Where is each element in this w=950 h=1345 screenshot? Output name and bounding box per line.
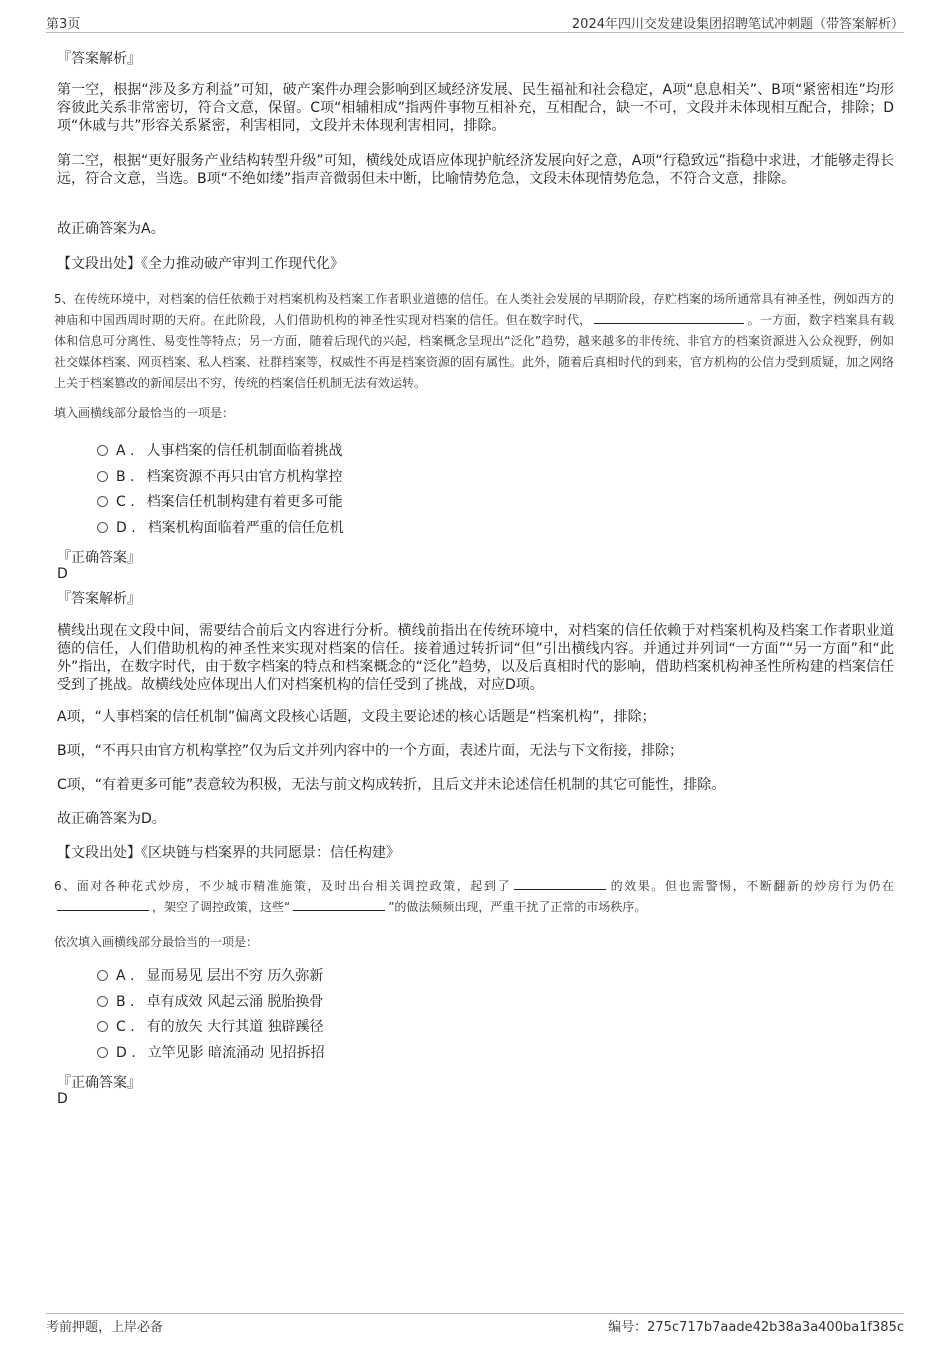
q4-analysis-heading: 『答案解析』 xyxy=(57,51,141,67)
q4-analysis-para1: 第一空，根据“涉及多方利益”可知，破产案件办理会影响到区域经济发展、民生福祉和社会稳定，A项“息息相关”、B项“紧密相连”均形容彼此关系非常密切，符合文意，保留。C项“相辅相成”指两件事物互相补充，互相配合，缺一不可，文段并未体现相互配合，排除；D项“休戚与共”形容关系紧密，利害相同，文段并未体现利害相同，排除。 xyxy=(57,82,894,134)
q5-stem xyxy=(54,289,894,394)
q6-answer-value: D xyxy=(57,1091,68,1107)
radio-icon[interactable] xyxy=(97,970,108,981)
document-title: 2024年四川交发建设集团招聘笔试冲刺题（带答案解析） xyxy=(571,17,904,32)
q6-answer-heading: 『正确答案』 xyxy=(57,1075,141,1091)
q4-analysis-para2: 第二空，根据“更好服务产业结构转型升级”可知，横线处成语应体现护航经济发展向好之意，A项“行稳致远”指稳中求进，才能够走得长远，符合文意，当选。B项“不绝如缕”指声音微弱但未中断，比喻情势危急，文段未体现情势危急，不符合文意，排除。 xyxy=(57,153,894,187)
q4-source: 【文段出处】《全力推动破产审判工作现代化》 xyxy=(57,256,344,272)
q6-blank-1 xyxy=(514,877,606,890)
q5-conclusion: 故正确答案为D。 xyxy=(57,811,166,827)
q5-option-d[interactable]: D . 档案机构面临着严重的信任危机 xyxy=(97,518,344,538)
q5-blank xyxy=(594,311,744,324)
q5-prompt: 填入画横线部分最恰当的一项是： xyxy=(54,406,235,420)
radio-icon[interactable] xyxy=(97,445,108,456)
q4-conclusion: 故正确答案为A。 xyxy=(57,221,165,237)
q5-option-c[interactable]: C . 档案信任机制构建有着更多可能 xyxy=(97,492,343,512)
q6-stem: 6、面对各种花式炒房，不少城市精准施策，及时出台相关调控政策，起到了 的效果。但也需警惕，不断翻新的炒房行为仍在，架空了调控政策，这些“ ”的做法频频出现，严重干扰了正常的市场秩序。 xyxy=(54,879,894,914)
q6-option-c[interactable]: C . 有的放矢 大行其道 独辟蹊径 xyxy=(97,1017,324,1037)
q5-source: 【文段出处】《区块链与档案界的共同愿景：信任构建》 xyxy=(57,845,400,861)
radio-icon[interactable] xyxy=(97,496,108,507)
footer-slogan: 考前押题，上岸必备 xyxy=(46,1320,164,1335)
q5-answer-heading: 『正确答案』 xyxy=(57,550,141,566)
page-header xyxy=(46,10,904,33)
q5-stem-part1: 5、在传统环境中，对档案的信任依赖于对档案机构及档案工作者职业道德的信任。在人类社会发展的早期阶段，存贮档案的场所通常具有神圣性，例如西方的神庙和中国西周时期的天府。在此阶段，人们借助机构的神圣性实现对档案的信任。但在数字时代， xyxy=(54,292,894,327)
q5-analysis-para1: 横线出现在文段中间，需要结合前后文内容进行分析。横线前指出在传统环境中，对档案的信任依赖于对档案机构及档案工作者职业道德的信任，人们借助机构的神圣性来实现对档案的信任。接着通过转折词“但”引出横线内容。并通过并列词“一方面”“另一方面”和“此外”指出，在数字时代，由于数字档案的特点和档案概念的“泛化”趋势，以及后真相时代的影响，借助档案机构神圣性所构建的档案信任受到了挑战。故横线处应体现出人们对档案机构的信任受到了挑战，对应D项。 xyxy=(57,623,894,693)
page-number: 第3页 xyxy=(46,17,81,32)
q5-option-b[interactable]: B . 档案资源不再只由官方机构掌控 xyxy=(97,467,343,487)
radio-icon[interactable] xyxy=(97,996,108,1007)
q6-blank-2 xyxy=(57,898,149,911)
radio-icon[interactable] xyxy=(97,1047,108,1058)
q5-analysis-option-a: A项，“人事档案的信任机制”偏离文段核心话题，文段主要论述的核心话题是“档案机构”，排除； xyxy=(57,709,656,725)
q5-answer-value: D xyxy=(57,566,68,582)
q5-analysis-option-b: B项，“不再只由官方机构掌控”仅为后文并列内容中的一个方面，表述片面，无法与下文衔接，排除； xyxy=(57,743,684,759)
q6-prompt: 依次填入画横线部分最恰当的一项是： xyxy=(54,935,259,949)
radio-icon[interactable] xyxy=(97,522,108,533)
q5-option-a[interactable]: A . 人事档案的信任机制面临着挑战 xyxy=(97,441,342,461)
radio-icon[interactable] xyxy=(97,1021,108,1032)
footer-serial: 编号：275c717b7aade42b38a3a400ba1f385c xyxy=(608,1320,904,1335)
q6-option-b[interactable]: B . 卓有成效 风起云涌 脱胎换骨 xyxy=(97,992,323,1012)
radio-icon[interactable] xyxy=(97,471,108,482)
q6-option-a[interactable]: A . 显而易见 层出不穷 历久弥新 xyxy=(97,966,323,986)
q6-option-d[interactable]: D . 立竿见影 暗流涌动 见招拆招 xyxy=(97,1043,325,1063)
q6-blank-3 xyxy=(293,898,385,911)
page-footer xyxy=(46,1313,904,1336)
q5-analysis-heading: 『答案解析』 xyxy=(57,591,141,607)
q5-stem-part2: 。一方面，数字档案具有载体和信息可分离性、易变性等特点；另一方面，随着后现代的兴起，档案概念呈现出“泛化”趋势，越来越多的非传统、非官方的档案资源进入公众视野，例如社交媒体档案、网页档案、私人档案、社群档案等，权威性不再是档案资源的固有属性。此外，随着后真相时代的到来，官方机构的公信力受到质疑，加之网络上关于档案篡改的新闻层出不穷，传统的档案信任机制无法有效运转。 xyxy=(54,313,895,390)
q5-analysis-option-c: C项，“有着更多可能”表意较为积极，无法与前文构成转折，且后文并未论述信任机制的其它可能性，排除。 xyxy=(57,777,726,793)
